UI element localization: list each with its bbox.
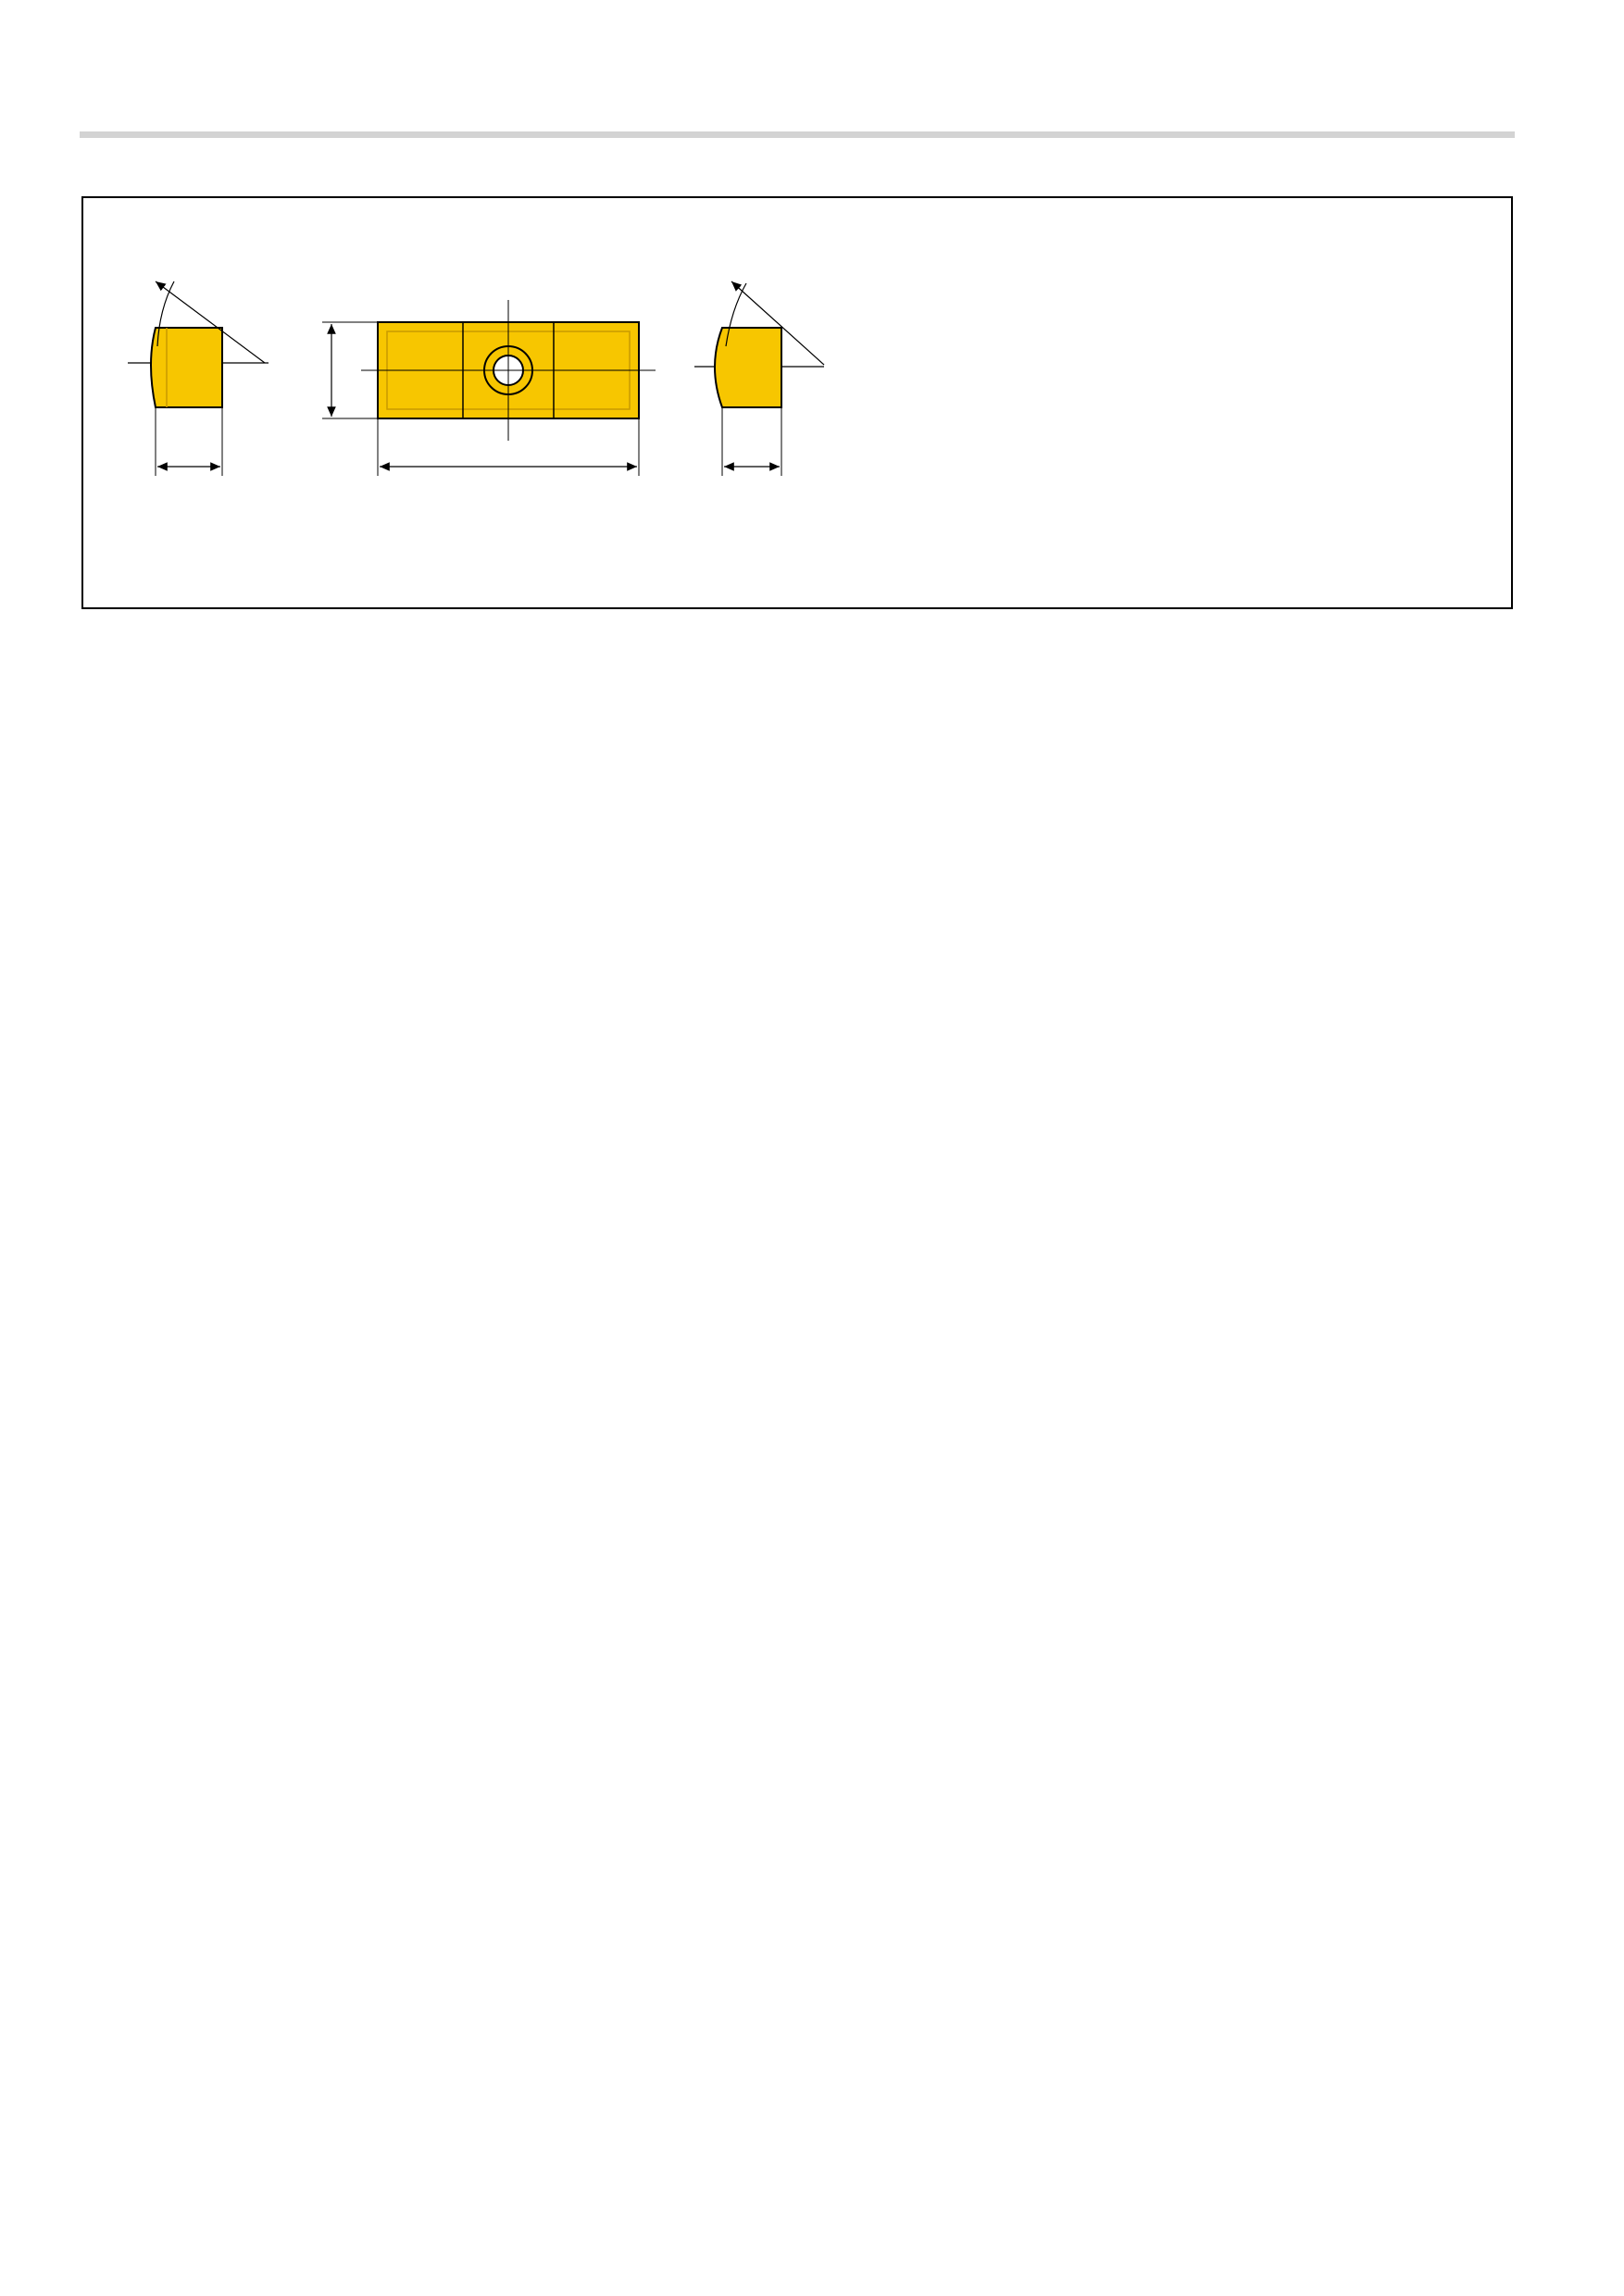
header-rule <box>80 131 1515 138</box>
pad-shield-side-view <box>694 281 824 476</box>
insert-drawings <box>83 198 1515 611</box>
guide-pad-side-view <box>128 281 269 476</box>
figure-box <box>81 196 1513 609</box>
guide-pad-top-view <box>322 300 656 476</box>
